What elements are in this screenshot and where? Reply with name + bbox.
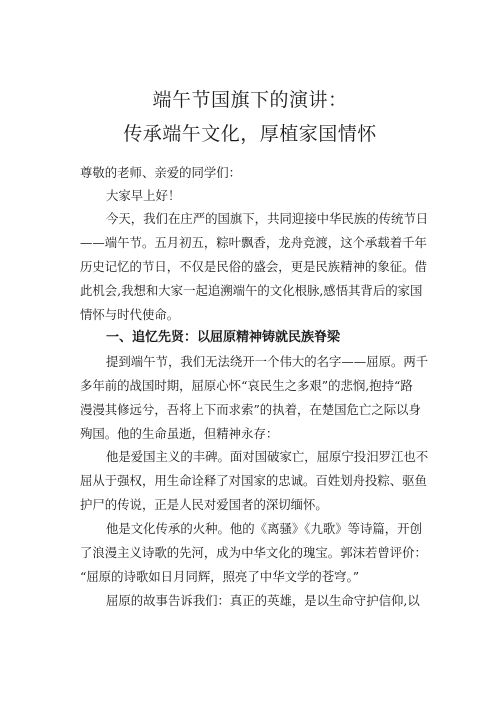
paragraph-line: 漫漫其修远兮，吾将上下而求索”的执着，在楚国危亡之际以身 (80, 403, 421, 417)
intro-line: 情怀与时代使命。 (80, 308, 180, 322)
paragraph-line: “屈原的诗歌如日月同辉，照亮了中华文学的苍穹。” (80, 570, 360, 584)
paragraph-line: 他是爱国主义的丰碑。面对国破家亡，屈原宁投汨罗江也不 (106, 450, 429, 464)
paragraph-line: 了浪漫主义诗歌的先河，成为中华文化的瑰宝。郭沫若曾评价： (80, 546, 427, 560)
hello: 大家早上好！ (106, 189, 181, 203)
paragraph-line: 多年前的战国时期，屈原心怀“哀民生之多艰”的悲悯,抱持“路 (80, 379, 413, 393)
intro-line: 此机会,我想和大家一起追溯端午的文化根脉,感悟其背后的家国 (80, 284, 423, 298)
intro-line: 历史记忆的节日，不仅是民俗的盛会，更是民族精神的象征。借 (80, 260, 427, 274)
intro-line: ——端午节。五月初五，粽叶飘香，龙舟竞渡，这个承载着千年 (80, 236, 427, 250)
title-line-2: 传承端午文化，厚植家国情怀 (123, 123, 377, 145)
paragraph-line: 他是文化传承的火种。他的《离骚》《九歌》等诗篇，开创 (106, 522, 422, 536)
paragraph-line: 屈原的故事告诉我们：真正的英雄，是以生命守护信仰,以 (106, 594, 420, 608)
intro-line: 今天，我们在庄严的国旗下，共同迎接中华民族的传统节日 (106, 212, 429, 226)
greeting: 尊敬的老师、亲爱的同学们： (80, 166, 242, 180)
paragraph-line: 殉国。他的生命虽逝，但精神永存： (80, 427, 279, 441)
section-heading: 一、追忆先贤：以屈原精神铸就民族脊梁 (106, 330, 341, 345)
paragraph-line: 护尸的传说，正是人民对爱国者的深切缅怀。 (80, 498, 328, 512)
title-line-1: 端午节国旗下的演讲： (152, 89, 348, 111)
paragraph-line: 提到端午节，我们无法绕开一个伟大的名字——屈原。两千 (106, 355, 429, 369)
paragraph-line: 屈从于强权，用生命诠释了对国家的忠诚。百姓划舟投粽、驱鱼 (80, 474, 427, 488)
